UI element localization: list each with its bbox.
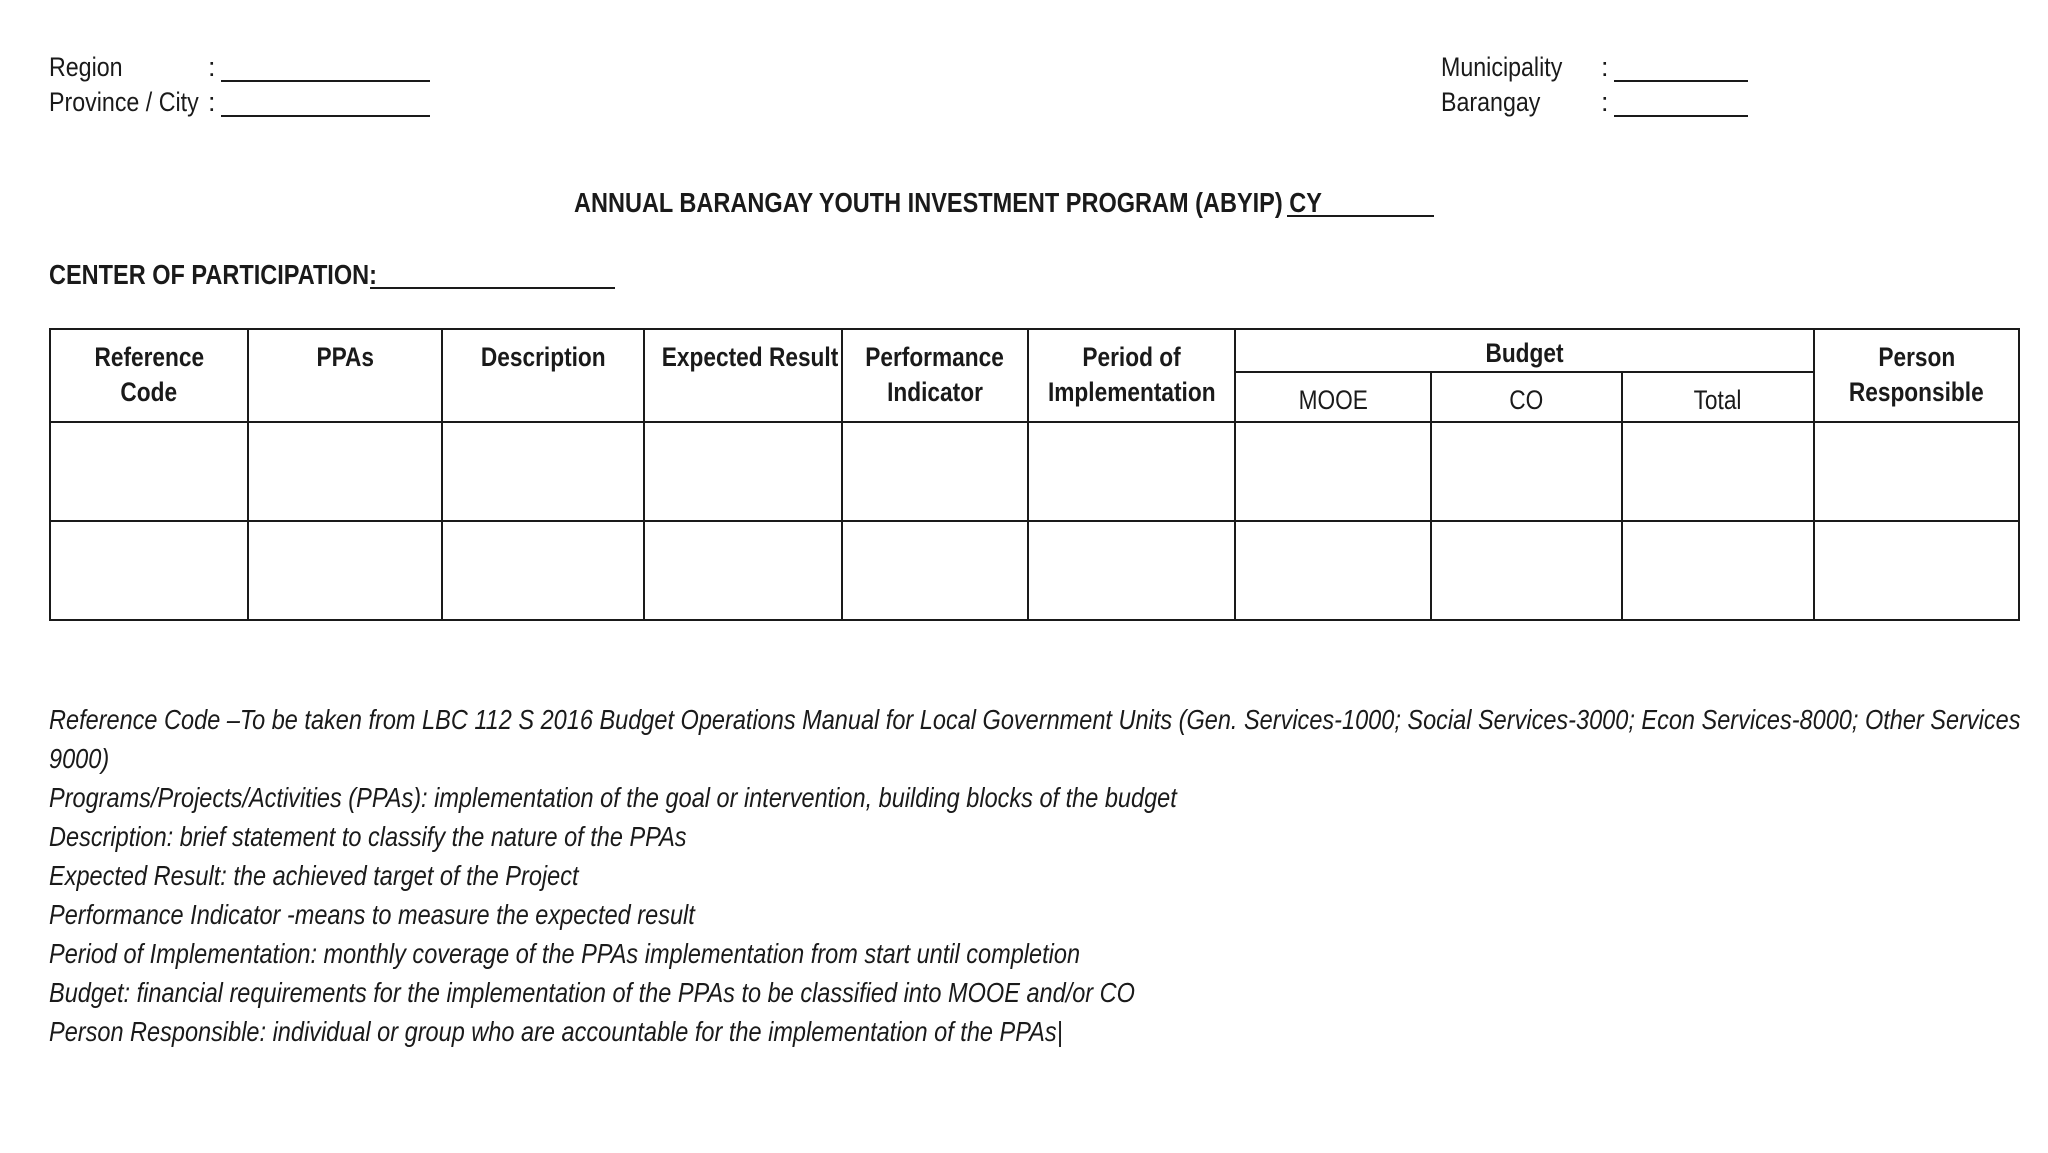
- table-cell[interactable]: [644, 521, 842, 620]
- header-person-line1: Person: [1878, 342, 1955, 372]
- table-row: [50, 521, 2019, 620]
- header-total-label: Total: [1694, 385, 1742, 415]
- header-co-label: CO: [1509, 385, 1544, 415]
- table-cell[interactable]: [1235, 422, 1431, 521]
- center-of-participation-blank[interactable]: [370, 287, 615, 289]
- note-reference-code: Reference Code –To be taken from LBC 112 S 2016 Budget Operations Manual for Local Government Units (Gen. Services-1000; Social Services-3000; Econ Services-8000; Other Services: [49, 704, 2021, 735]
- note-ppas: Programs/Projects/Activities (PPAs): implementation of the goal or intervention, building blocks of the budget: [49, 782, 1177, 813]
- header-description: [442, 329, 644, 422]
- header-period-line1: Period of: [1082, 342, 1181, 372]
- table-cell[interactable]: [442, 521, 644, 620]
- table-row: [50, 422, 2019, 521]
- header-reference-code-line1: Reference: [94, 342, 204, 372]
- region-colon: :: [208, 52, 216, 82]
- header-expected-result-label: Expected Result: [661, 342, 839, 372]
- header-total: [1622, 372, 1814, 422]
- abyip-table: [49, 328, 2020, 621]
- table-cell[interactable]: [1028, 521, 1235, 620]
- municipality-colon: :: [1601, 52, 1609, 82]
- note-reference-code-cont: 9000): [49, 743, 110, 774]
- note-period-of-implementation: Period of Implementation: monthly coverage of the PPAs implementation from start until completion: [49, 938, 1081, 969]
- center-of-participation-label: CENTER OF PARTICIPATION:: [49, 259, 377, 290]
- municipality-label: Municipality: [1441, 52, 1563, 82]
- province-city-blank[interactable]: [221, 115, 430, 117]
- barangay-blank[interactable]: [1614, 115, 1748, 117]
- table-cell[interactable]: [1622, 422, 1814, 521]
- table-cell[interactable]: [1814, 422, 2019, 521]
- table-cell[interactable]: [442, 422, 644, 521]
- header-mooe-label: MOOE: [1298, 385, 1368, 415]
- header-period-line2: Implementation: [1047, 377, 1216, 407]
- table-cell[interactable]: [50, 422, 248, 521]
- header-person-responsible: [1814, 329, 2019, 422]
- region-blank[interactable]: [221, 80, 430, 82]
- barangay-label: Barangay: [1441, 87, 1541, 117]
- table-cell[interactable]: [1028, 422, 1235, 521]
- header-budget-label: Budget: [1485, 338, 1564, 368]
- definitions-notes: [49, 700, 2048, 1051]
- table-cell[interactable]: [248, 521, 442, 620]
- note-person-responsible: Person Responsible: individual or group who are accountable for the implementation of the PPAs|: [49, 1016, 1063, 1047]
- header-performance-indicator: [842, 329, 1028, 422]
- header-person-line2: Responsible: [1849, 377, 1984, 407]
- header-period-of-implementation: [1028, 329, 1235, 422]
- note-budget: Budget: financial requirements for the implementation of the PPAs to be classified into MOOE and/or CO: [49, 977, 1135, 1008]
- note-expected-result: Expected Result: the achieved target of the Project: [49, 860, 579, 891]
- header-performance-line1: Performance: [865, 342, 1005, 372]
- table-cell[interactable]: [1431, 422, 1622, 521]
- header-reference-code-line2: Code: [120, 377, 178, 407]
- header-budget: [1235, 329, 1814, 372]
- table-cell[interactable]: [1814, 521, 2019, 620]
- barangay-colon: :: [1601, 87, 1609, 117]
- table-cell[interactable]: [1431, 521, 1622, 620]
- table-cell[interactable]: [842, 521, 1028, 620]
- table-cell[interactable]: [644, 422, 842, 521]
- header-performance-line2: Indicator: [887, 377, 983, 407]
- province-city-label: Province / City: [49, 87, 199, 117]
- province-city-colon: :: [208, 87, 216, 117]
- note-performance-indicator: Performance Indicator -means to measure the expected result: [49, 899, 695, 930]
- year-blank[interactable]: [1287, 215, 1434, 217]
- header-mooe: [1235, 372, 1431, 422]
- header-description-label: Description: [480, 342, 606, 372]
- table-cell[interactable]: [1235, 521, 1431, 620]
- header-reference-code: [50, 329, 248, 422]
- document-title: ANNUAL BARANGAY YOUTH INVESTMENT PROGRAM (ABYIP) CY: [574, 187, 1322, 218]
- table-cell[interactable]: [50, 521, 248, 620]
- header-ppas: [248, 329, 442, 422]
- table-cell[interactable]: [842, 422, 1028, 521]
- header-co: [1431, 372, 1622, 422]
- header-expected-result: [644, 329, 842, 422]
- table-cell[interactable]: [1622, 521, 1814, 620]
- region-label: Region: [49, 52, 123, 82]
- table-cell[interactable]: [248, 422, 442, 521]
- header-ppas-label: PPAs: [316, 342, 374, 372]
- note-description: Description: brief statement to classify the nature of the PPAs: [49, 821, 687, 852]
- municipality-blank[interactable]: [1614, 80, 1748, 82]
